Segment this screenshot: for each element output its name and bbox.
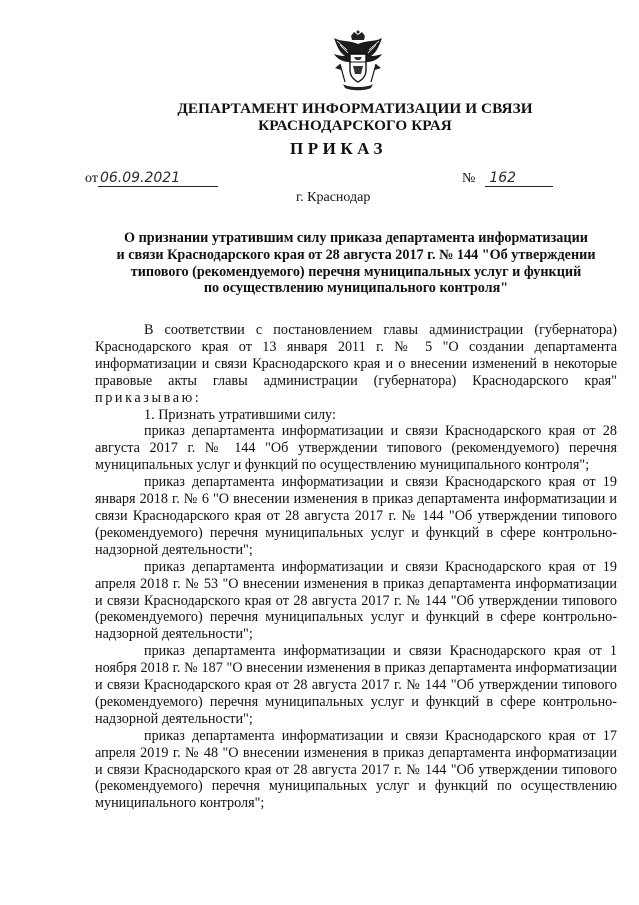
department-line-1: ДЕПАРТАМЕНТ ИНФОРМАТИЗАЦИИ И СВЯЗИ (177, 100, 533, 117)
repealed-order-paragraph: приказ департамента информатизации и связи Краснодарского края от 19 января 2018 г. № 6 "О внесении изменения в приказ департамента информатизации и связи Краснодарского края от 28 августа 2017 г. № 144 "Об утверждении типового (рекомендуемого) перечня муниципальных услуг и функций в сфере контрольно-надзорной деятельности"; (95, 474, 617, 558)
date-value: 06.09.2021 (98, 170, 218, 187)
preamble-order-word: приказываю: (95, 389, 202, 406)
date-field (85, 170, 218, 187)
coat-of-arms-icon (331, 30, 385, 92)
number-field (462, 170, 553, 187)
repealed-order-paragraph: приказ департамента информатизации и связи Краснодарского края от 19 апреля 2018 г. № 53 "О внесении изменения в приказ департамента информатизации и связи Краснодарского края от 28 августа 2017 г. № 144 "Об утверждении типового (рекомендуемого) перечня муниципальных услуг и функций в сфере контрольно-надзорной деятельности"; (95, 558, 617, 643)
city-label: г. Краснодар (296, 190, 371, 205)
preamble-paragraph (95, 322, 617, 407)
order-body (95, 322, 617, 812)
department-title (150, 100, 560, 134)
department-line-2: КРАСНОДАРСКОГО КРАЯ (258, 117, 452, 134)
item-1-paragraph: 1. Признать утратившими силу: (144, 406, 336, 423)
number-prefix: № (462, 171, 476, 186)
preamble-text: В соответствии с постановлением главы администрации (губернатора) Краснодарского края от 13 января 2011 г. № 5 "О создании департамента информатизации и связи Краснодарского края и о внесении изменений в некоторые правовые акты главы администрации (губернатора) Краснодарского края" (95, 322, 617, 389)
subject-line-3: типового (рекомендуемого) перечня муниципальных услуг и функций (130, 263, 582, 280)
date-prefix: от (85, 171, 98, 186)
repealed-order-paragraph: приказ департамента информатизации и связи Краснодарского края от 28 августа 2017 г. № 144 "Об утверждении типового (рекомендуемого) перечня муниципальных услуг и функций по осуществлению муниципального контроля"; (95, 423, 617, 474)
repealed-order-paragraph: приказ департамента информатизации и связи Краснодарского края от 1 ноября 2018 г. № 187 "О внесении изменения в приказ департамента информатизации и связи Краснодарского края от 28 августа 2017 г. № 144 "Об утверждении типового (рекомендуемого) перечня муниципальных услуг и функций в сфере контрольно-надзорной деятельности"; (95, 643, 617, 727)
subject-line-1: О признании утратившим силу приказа департамента информатизации (124, 230, 588, 246)
repealed-order-paragraph: приказ департамента информатизации и связи Краснодарского края от 17 апреля 2019 г. № 48 "О внесении изменения в приказ департамента информатизации и связи Краснодарского края от 28 августа 2017 г. № 144 "Об утверждении типового (рекомендуемого) перечня муниципальных услуг и функций по осуществлению муниципального контроля"; (95, 727, 617, 812)
subject-line-4: по осуществлению муниципального контроля" (203, 280, 509, 297)
subject-line-2: и связи Краснодарского края от 28 августа 2017 г. № 144 "Об утверждении (116, 246, 596, 263)
order-subject (95, 230, 617, 297)
document-type-title: ПРИКАЗ (290, 139, 387, 158)
number-value: 162 (485, 170, 553, 187)
